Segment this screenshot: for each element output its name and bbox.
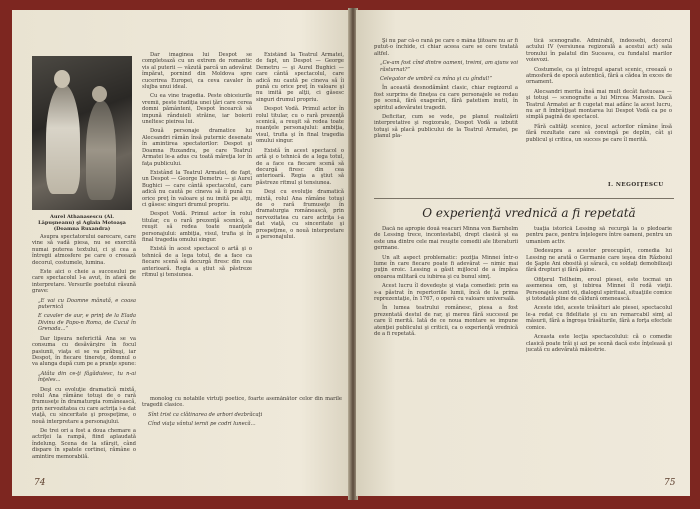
title-divider (374, 198, 674, 199)
paragraph: Alecsandri merita însă mai mult decât fastuoasa — şi totuşi — scenografie a lui Mircea Marosin. Dacă Teatrul Armatei ar fi cugetat mai adânc la acest lucru, nu ar fi îmbrăţişat montarea lui Despot Vodă ca pe o simplă pagină de spectacol. (526, 88, 672, 121)
theatre-photo (32, 56, 132, 210)
right-page (356, 10, 690, 496)
left-page (12, 10, 352, 496)
paragraph: De trei ori a fost a doua chemare a actriţei la rampă, fiind aplaudată îndelung. Scena de la sfârşit, când dispare în spatele cortinei, rămâne o amintire memorabilă. (32, 427, 136, 460)
paragraph: Un alt aspect problematic: poziţia Minnei într-o lume în care fiecare poate fi adevărat — nimic mai puţin eroic. Lessing a găsit mijlocul de a împăca onoarea militară cu iubirea şi cu bunul simţ. (374, 254, 518, 280)
page-number-right: 75 (664, 478, 676, 488)
paragraph: Existând la Teatrul Armatei, de fapt, un Despot — George Demetru — şi Aurel Bughici — care cântă spectacolul, care adică nu caută pe cineva să îi pună cu orice preţ în valoare şi nu imită pe alţii, ci găsesc singuri drumul propriu. (256, 52, 344, 103)
paragraph: Cu ea vine tragedia. Peste obiceiurile vremii, peste tradiţia unei ţări care cerea domni pământeni, Despot încearcă să impună rânduieli străine, iar boierii uneltesc pieirea lui. (142, 93, 252, 126)
verse-line: Cînd viaţa vântul iernii pe codri lunecă... (148, 421, 256, 428)
paragraph: Costumele, ca şi întregul aparat scenic, creează o atmosferă de epocă autentică, fără a cădea în exces de ornament. (526, 66, 672, 86)
paragraph: Şi nu par că-o rană pe care o mâna ţiitoare nu ar fi putut-o închide, ci chiar aceea care se cere tratată altfel. (374, 38, 518, 57)
page-number-left: 74 (34, 478, 46, 488)
right-column-2-top (526, 38, 672, 178)
actress-head (92, 86, 107, 102)
right-column-1-bottom (374, 226, 518, 472)
paragraph: Despot Vodă. Primul actor în rolul titular, cu o rară prezenţă scenică, a reuşit să redea toate nuanţele personajului: ambiţia, visul, trufia şi în final tragedia omului singur. (142, 211, 252, 243)
paragraph: monolog cu notabile virtuţi poetice, foarte asemănător celor din marile tragedii clasice. (142, 396, 342, 409)
paragraph: Dar lipsura nefericită Ana se va consuma cu desăvârşire în focul pasiunii, viaţa ei se va prăbuşi, iar Despot, în fiecare tinereţe, domnul o va alunga după cum pe a pranţe spune: (32, 335, 136, 368)
paragraph: Deşi cu evoluţie dramatică mixtă, rolul Ana rămâne totuşi de o rară frumuseţe în dramaturgia românească, prin nervozitatea cu care actriţa i-a dat viaţă, cu sinceritate şi prospeţime, o nouă interpretare a personajului. (256, 189, 344, 240)
paragraph: Aceasta este lecţia spectacolului: că o comedie clasică poate trăi şi azi pe scenă dacă este înţeleasă şi jucată cu adevărată măiestrie. (526, 334, 672, 353)
verse-line: Celegator de umbră cu mîna şi cu gîndul!” (380, 76, 493, 83)
verse-line: „Ce-am fost cînd dintre oameni, treimi, am ajuns voi răsturnat?” (380, 60, 518, 73)
article-author: I. NEGOIŢESCU (608, 182, 664, 188)
left-column-2 (142, 52, 252, 392)
paragraph: tică scenografie. Admirabil, îndeosebi, decorul actului IV (versiunea regizorală a acestui act) sala tronului în palatul din Suceava, cu fundalul marilor voievozi. (526, 38, 672, 64)
left-column-2-bottom (142, 396, 342, 466)
right-column-2-bottom (526, 226, 672, 472)
left-column-3 (256, 52, 344, 392)
verse-line: „E vai cu Doamne mânată, e coasa puternică (38, 297, 136, 311)
paragraph: Despot Vodă. Primul actor în rolul titular, cu o rară prezenţă scenică, a reuşit să redea toate nuanţele personajului: ambiţia, visul, trufia şi în final tragedia omului singur. (256, 106, 344, 145)
actor-figure (46, 84, 80, 194)
paragraph: Este aici o cheie a succesului pe care spectacolul l-a avut, în afară de interpretare. Versurile poetului răsună grave: (32, 269, 136, 295)
paragraph: Există în acest spectacol o artă şi o tehnică de a lega totul, de a face ca fiecare scenă să decurgă firesc din cea anterioară. Regia a ştiut să păstreze ritmul şi tensiunea. (256, 147, 344, 186)
paragraph: În lumea teatrului românesc, piesa a fost prezentată destul de rar, şi mereu fără succesul pe care îl merită. Iată de ce noua montare se impune atenţiei publicului şi criticii, ca o experienţă vrednică de a fi repetată. (374, 305, 518, 338)
paragraph: Deşi cu evoluţie dramatică mixtă, rolul Ana rămâne totuşi de o rară frumuseţe în dramaturgia românească, prin nervozitatea cu care actriţa i-a dat viaţă, cu sinceritate şi prospeţime, o nouă interpretare a personajului. (32, 386, 136, 425)
photo-caption: Aurel Athanasescu (Al. Lăpuşneanu) şi Aglaia Motoaşa (Doamna Ruxandra) (38, 214, 126, 232)
paragraph: Acest lucru îl dovedeşte şi viaţa comediei: prin ea s-a păstrat în repertoriile lumii, încă de la prima reprezentaţie, în 1767, o operă cu valoare universală. (374, 283, 518, 303)
verse-line: Sînt trist ca clătinarea de arbori dezbrăcaţi (148, 411, 263, 418)
article-title: O experienţă vrednică a fi repetată (422, 206, 636, 220)
verse-line: „Atâta din ce-ţi făgăduiesc, tu n-ai înţeles... (38, 370, 136, 384)
paragraph: Două personaje dramatice lui Alecsandri rămân însă puternic desenate în amintirea spectatorilor: Despot şi Doamna Ruxandra, pe care Teatrul Armatei le-a adus cu toată măreţia lor în faţa publicului. (142, 128, 252, 167)
actress-figure (86, 100, 116, 200)
paragraph: Există în acest spectacol o artă şi o tehnică de a lega totul, de a face ca fiecare scenă să decurgă firesc din cea anterioară. Regia a ştiut să păstreze ritmul şi tensiunea. (142, 246, 252, 278)
paragraph: Dar imaginea lui Despot se completează cu un extrem de romantic vis al puterii — văzută parcă un adevărat împărat, pornind din Moldova spre cucerirea Europei, ca ceva cavaler în slujba unui ideal. (142, 52, 252, 91)
actor-head (54, 70, 70, 88)
paragraph: În această desnodământ clasic, chiar regizorul a fost surprins de fineţea cu care personajele se redau pe scenă, fără exagerări, fără patetism inutil, în spiritul adevăratei tragedii. (374, 85, 518, 111)
paragraph: Dedesupra a acestor preocupări, comedia lui Lessing ne arată o Germanie care ieşea din Războiul de Şapte Ani obosită şi săracă, cu soldaţi demobilizaţi fără drepturi şi fără pâine. (526, 248, 672, 274)
paragraph: Dacă ne apropie două veacuri Minna von Barnhelm de Lessing trece, incontestabil, drept clasică şi ea este una dintre cele mai reuşite comedii ale literaturii germane. (374, 226, 518, 252)
left-column-1 (32, 234, 136, 466)
paragraph: Aceste idei, aceste trăsături ale piesei, spectacolul le-a redat cu fidelitate şi cu un remarcabil simţ al măsurii, fără a îngroşa trăsăturile, fără a forţa efectele comice. (526, 305, 672, 331)
paragraph: Asupra spectatorului oarecare, care vine să vadă piesa, nu se exercită numai puterea textului, ci şi cea a întregii atmosfere pe care o creează decorul, costumele, lumina. (32, 234, 136, 266)
paragraph: Ofiţerul Tellheim, eroul piesei, este tocmai un asemenea om, şi iubirea Minnei îl redă vieţii. Personajele sunt vii, dialogul spiritual, situaţiile comice şi totodată pline de căldură omenească. (526, 276, 672, 303)
paragraph: tuaţia istorică Lessing să recurgă la o pledoarie pentru pace, pentru înţelegere între oameni, pentru un umanism activ. (526, 226, 672, 245)
verse-line: E cavaler de aur, e prinţ de la Elada Divinu de Papo-n Roma, de Cucul în Grenada...” (38, 313, 136, 333)
paragraph: Deficitar, cum se vede, pe planul realizării interpretative şi regizorale, Despot Vodă a izbutit totuşi să placă publicului de la Teatrul Armatei, pe planul pla- (374, 114, 518, 140)
right-column-1-top (374, 38, 518, 190)
paragraph: Existând la Teatrul Armatei, de fapt, un Despot — George Demetru — şi Aurel Bughici — care cântă spectacolul, care adică nu caută pe cineva să îi pună cu orice preţ în valoare şi nu imită pe alţii, ci găsesc singuri drumul propriu. (142, 169, 252, 208)
paragraph: Fără calităţi scenice, jocul actorilor rămâne însă fără rezultate care să convingă pe deplin, cât şi publicul şi critica, un succes pe care îl merită. (526, 123, 672, 143)
